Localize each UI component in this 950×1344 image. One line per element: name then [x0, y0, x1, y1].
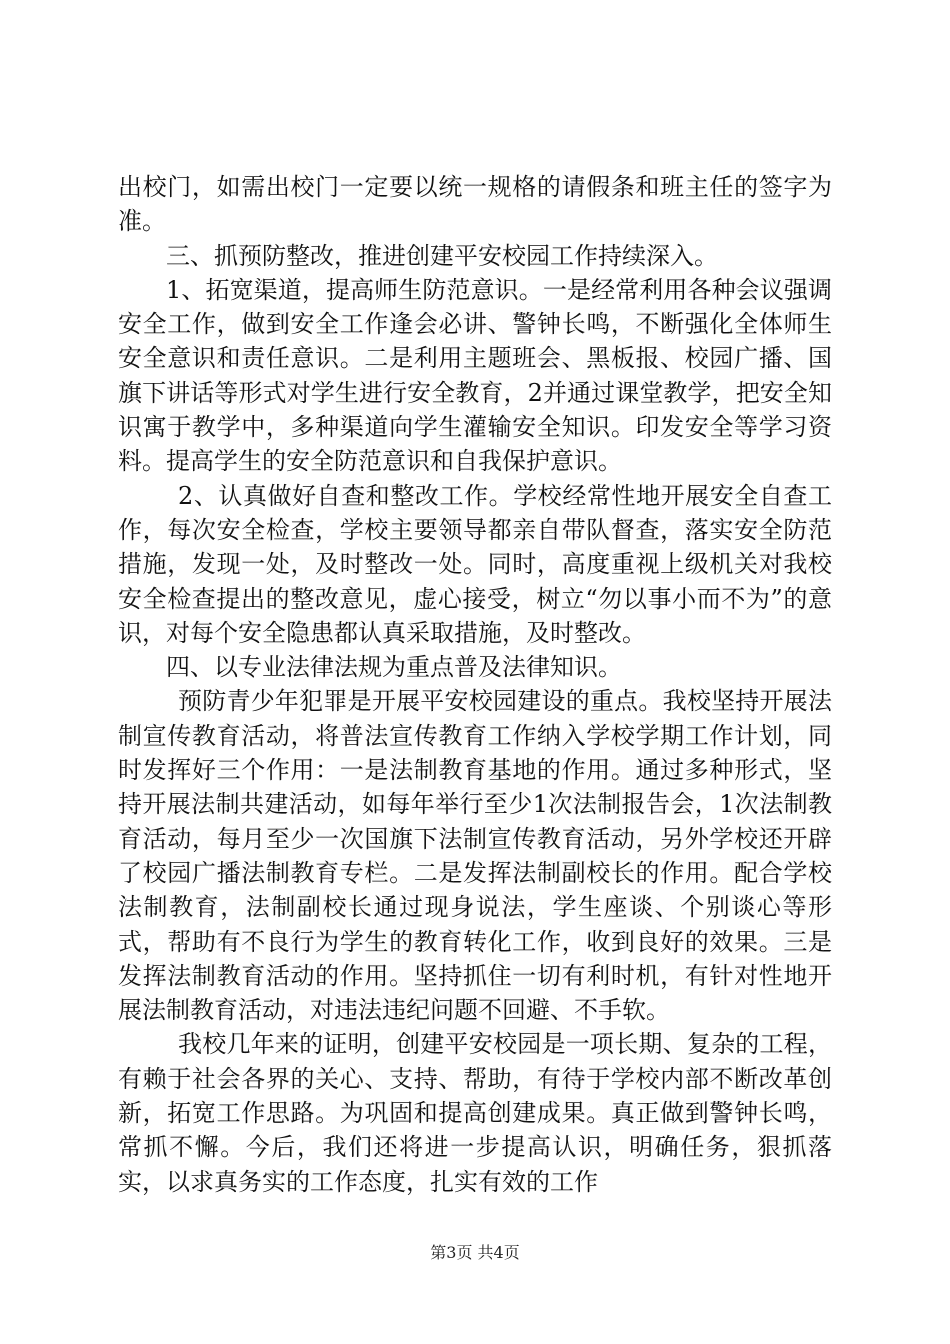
paragraph-legal-education: 预防青少年犯罪是开展平安校园建设的重点。我校坚持开展法制宣传教育活动，将普法宣传教育工作纳入学校学期工作计划，同时发挥好三个作用：一是法制教育基地的作用。通过多种形式，坚持开展法制共建活动，如每年举行至少1次法制报告会，1次法制教育活动，每月至少一次国旗下法制宣传教育活动，另外学校还开辟了校园广播法制教育专栏。二是发挥法制副校长的作用。配合学校法制教育，法制副校长通过现身说法，学生座谈、个别谈心等形式，帮助有不良行为学生的教育转化工作，收到良好的效果。三是发挥法制教育活动的作用。坚持抓住一切有利时机，有针对性地开展法制教育活动，对违法违纪问题不回避、不手软。 [118, 687, 832, 1025]
section-heading-3: 三、抓预防整改，推进创建平安校园工作持续深入。 [166, 241, 718, 270]
paragraph-continuation: 出校门，如需出校门一定要以统一规格的请假条和班主任的签字为准。 [118, 173, 832, 236]
document-body [118, 170, 832, 1199]
section-heading-4: 四、以专业法律法规为重点普及法律知识。 [166, 653, 622, 682]
paragraph-item-1: 1、拓宽渠道，提高师生防范意识。一是经常利用各种会议强调安全工作，做到安全工作逢会必讲、警钟长鸣，不断强化全体师生安全意识和责任意识。二是利用主题班会、黑板报、校园广播、国旗下讲话等形式对学生进行安全教育，2并通过课堂教学，把安全知识寓于教学中，多种渠道向学生灌输安全知识。印发安全等学习资料。提高学生的安全防范意识和自我保护意识。 [118, 275, 832, 476]
page-number-footer: 第3页 共4页 [430, 1243, 520, 1262]
paragraph-item-2: 2、认真做好自查和整改工作。学校经常性地开展安全自查工作，每次安全检查，学校主要领导都亲自带队督查，落实安全防范措施，发现一处，及时整改一处。同时，高度重视上级机关对我校安全检查提出的整改意见，虚心接受，树立“勿以事小而不为”的意识，对每个安全隐患都认真采取措施，及时整改。 [118, 481, 832, 647]
paragraph-conclusion: 我校几年来的证明，创建平安校园是一项长期、复杂的工程，有赖于社会各界的关心、支持、帮助，有待于学校内部不断改革创新，拓宽工作思路。为巩固和提高创建成果。真正做到警钟长鸣，常抓不懈。今后，我们还将进一步提高认识，明确任务，狠抓落实，以求真务实的工作态度，扎实有效的工作 [118, 1030, 832, 1196]
